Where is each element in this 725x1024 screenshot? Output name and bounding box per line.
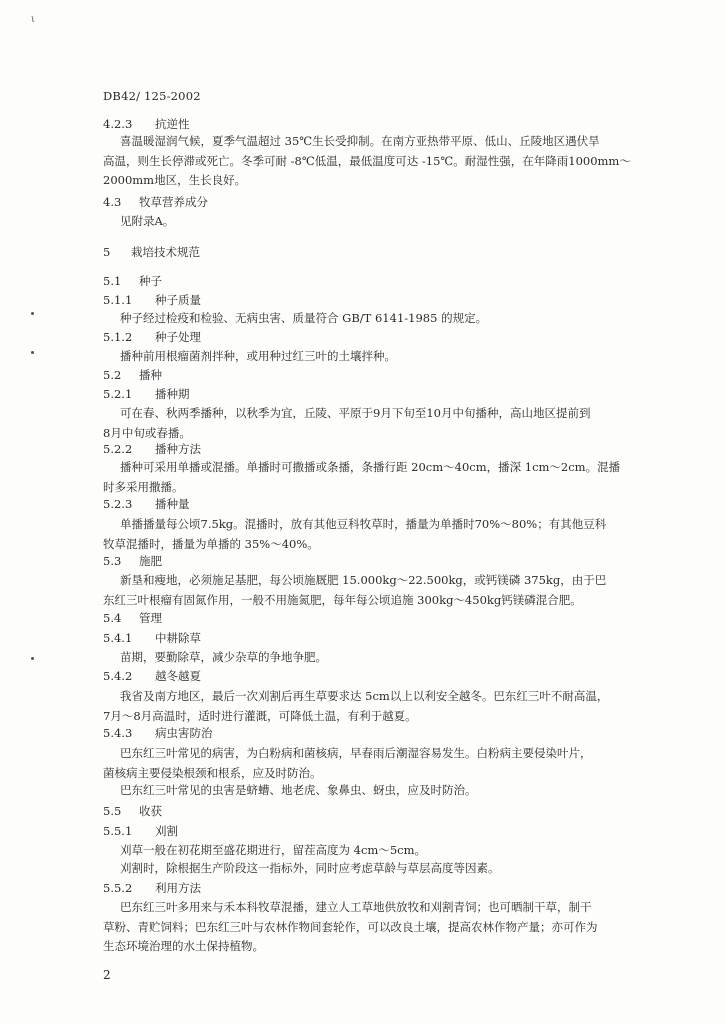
paragraph-line: 8月中旬或春播。 <box>103 425 191 440</box>
section-title: 管理 <box>139 611 162 625</box>
section-number: 5.4 <box>103 611 122 625</box>
paragraph-line: 我省及南方地区，最后一次刈割后再生草要求达 5cm以上以利安全越冬。巴东红三叶不耐高温， <box>120 689 609 703</box>
section-heading <box>103 880 201 896</box>
section-title: 播种量 <box>155 497 190 511</box>
paragraph-line: 喜温暖湿润气候，夏季气温超过 35℃生长受抑制。在南方亚热带平原、低山、丘陵地区遇伏旱 <box>120 134 600 148</box>
section-heading <box>103 273 162 289</box>
section-number: 5.4.3 <box>103 726 133 740</box>
section-heading <box>103 496 190 512</box>
section-heading <box>103 244 200 260</box>
section-heading <box>103 630 201 646</box>
section-title: 牧草营养成分 <box>139 195 208 209</box>
paragraph-line: 巴东红三叶多用来与禾本科牧草混播，建立人工草地供放牧和刈割青饲；也可晒制干草，制干 <box>120 900 592 914</box>
paragraph-line: 巴东红三叶常见的虫害是蛴螬、地老虎、象鼻虫、蚜虫，应及时防治。 <box>120 783 477 797</box>
section-number: 5.1 <box>103 274 122 288</box>
section-heading <box>103 803 162 819</box>
section-number: 5.4.1 <box>103 631 133 645</box>
section-number: 5.5.2 <box>103 881 133 895</box>
section-title: 收获 <box>139 804 162 818</box>
page-number: 2 <box>103 968 111 982</box>
scan-dot <box>31 657 34 660</box>
section-number: 5.4.2 <box>103 669 133 683</box>
paragraph-line: 种子经过检疫和检验、无病虫害、质量符合 GB/T 6141-1985 的规定。 <box>120 311 488 325</box>
section-heading <box>103 668 201 684</box>
section-title: 栽培技术规范 <box>131 245 200 259</box>
section-number: 5.2.3 <box>103 497 133 511</box>
paragraph-line: 新垦和瘦地，必须施足基肥，每公顷施厩肥 15.000kg～22.500kg，或钙镁磷 375kg，由于巴 <box>120 573 607 587</box>
section-number: 5 <box>103 245 111 259</box>
section-heading <box>103 292 201 308</box>
paragraph-line: 刈割时，除根据生产阶段这一指标外，同时应考虑草龄与草层高度等因素。 <box>120 861 500 875</box>
section-title: 抗逆性 <box>155 117 190 131</box>
section-heading <box>103 553 162 569</box>
section-number: 5.3 <box>103 554 122 568</box>
paragraph-line: 见附录A。 <box>120 214 175 228</box>
scan-mark: ι <box>31 14 35 25</box>
paragraph-line: 时多采用撒播。 <box>103 479 184 494</box>
section-number: 5.1.2 <box>103 330 133 344</box>
section-title: 种子处理 <box>155 330 201 344</box>
paragraph-line: 牧草混播时，播量为单播的 35%～40%。 <box>103 536 319 551</box>
section-title: 播种方法 <box>155 442 201 456</box>
section-number: 5.2 <box>103 368 122 382</box>
section-heading <box>103 194 208 210</box>
section-number: 5.5.1 <box>103 824 133 838</box>
section-number: 4.3 <box>103 195 122 209</box>
paragraph-line: 苗期，要勤除草，减少杂草的争地争肥。 <box>120 650 327 664</box>
paragraph-line: 菌核病主要侵染根颈和根系，应及时防治。 <box>103 765 322 780</box>
paragraph-line: 单播播量每公顷7.5kg。混播时，放有其他豆科牧草时，播量为单播时70%～80%；有其他豆科 <box>120 517 607 531</box>
section-title: 播种期 <box>155 387 190 401</box>
paragraph-line: 生态环境治理的水土保持植物。 <box>103 939 264 953</box>
section-title: 利用方法 <box>155 881 201 895</box>
section-heading <box>103 329 201 345</box>
section-heading <box>103 823 178 839</box>
section-title: 病虫害防治 <box>155 726 213 740</box>
section-heading <box>103 367 162 383</box>
paragraph-line: 刈草一般在初花期至盛花期进行，留茬高度为 4cm～5cm。 <box>120 843 426 857</box>
section-heading <box>103 610 162 626</box>
section-title: 越冬越夏 <box>155 669 201 683</box>
paragraph-line: 2000mm地区，生长良好。 <box>103 173 247 187</box>
section-heading <box>103 441 201 457</box>
paragraph-line: 高温，则生长停滞或死亡。冬季可耐 -8℃低温，最低温度可达 -15℃。耐湿性强，在年降雨1000mm～ <box>103 153 631 168</box>
paragraph-line: 东红三叶根瘤有固氮作用，一般不用施氮肥，每年每公顷追施 300kg～450kg钙镁磷混合肥。 <box>103 592 582 607</box>
doc-code-header: DB42/ 125-2002 <box>103 89 201 103</box>
scan-dot <box>31 351 34 354</box>
scan-dot <box>31 312 34 315</box>
paragraph-line: 播种前用根瘤菌剂拌种，或用种过红三叶的土壤拌种。 <box>120 349 396 363</box>
section-heading <box>103 386 190 402</box>
section-title: 中耕除草 <box>155 631 201 645</box>
section-title: 刈割 <box>155 824 178 838</box>
paragraph-line: 可在春、秋两季播种，以秋季为宜，丘陵、平原于9月下旬至10月中旬播种，高山地区提前到 <box>120 406 591 420</box>
paragraph-line: 草粉、青贮饲料；巴东红三叶与农林作物间套轮作，可以改良土壤，提高农林作物产量；亦可作为 <box>103 919 598 934</box>
section-heading <box>103 116 190 132</box>
section-number: 5.1.1 <box>103 293 133 307</box>
section-number: 5.2.1 <box>103 387 133 401</box>
section-number: 5.5 <box>103 804 122 818</box>
section-title: 施肥 <box>139 554 162 568</box>
section-number: 5.2.2 <box>103 442 133 456</box>
section-title: 播种 <box>139 368 162 382</box>
paragraph-line: 巴东红三叶常见的病害，为白粉病和菌核病，早春雨后潮湿容易发生。白粉病主要侵染叶片， <box>120 746 592 760</box>
section-title: 种子质量 <box>155 293 201 307</box>
paragraph-line: 播种可采用单播或混播。单播时可撒播或条播，条播行距 20cm～40cm，播深 1cm～2cm。混播 <box>120 460 621 474</box>
section-title: 种子 <box>139 274 162 288</box>
section-heading <box>103 725 213 741</box>
paragraph-line: 7月～8月高温时，适时进行灌溉，可降低土温，有利于越夏。 <box>103 708 417 723</box>
section-number: 4.2.3 <box>103 117 133 131</box>
